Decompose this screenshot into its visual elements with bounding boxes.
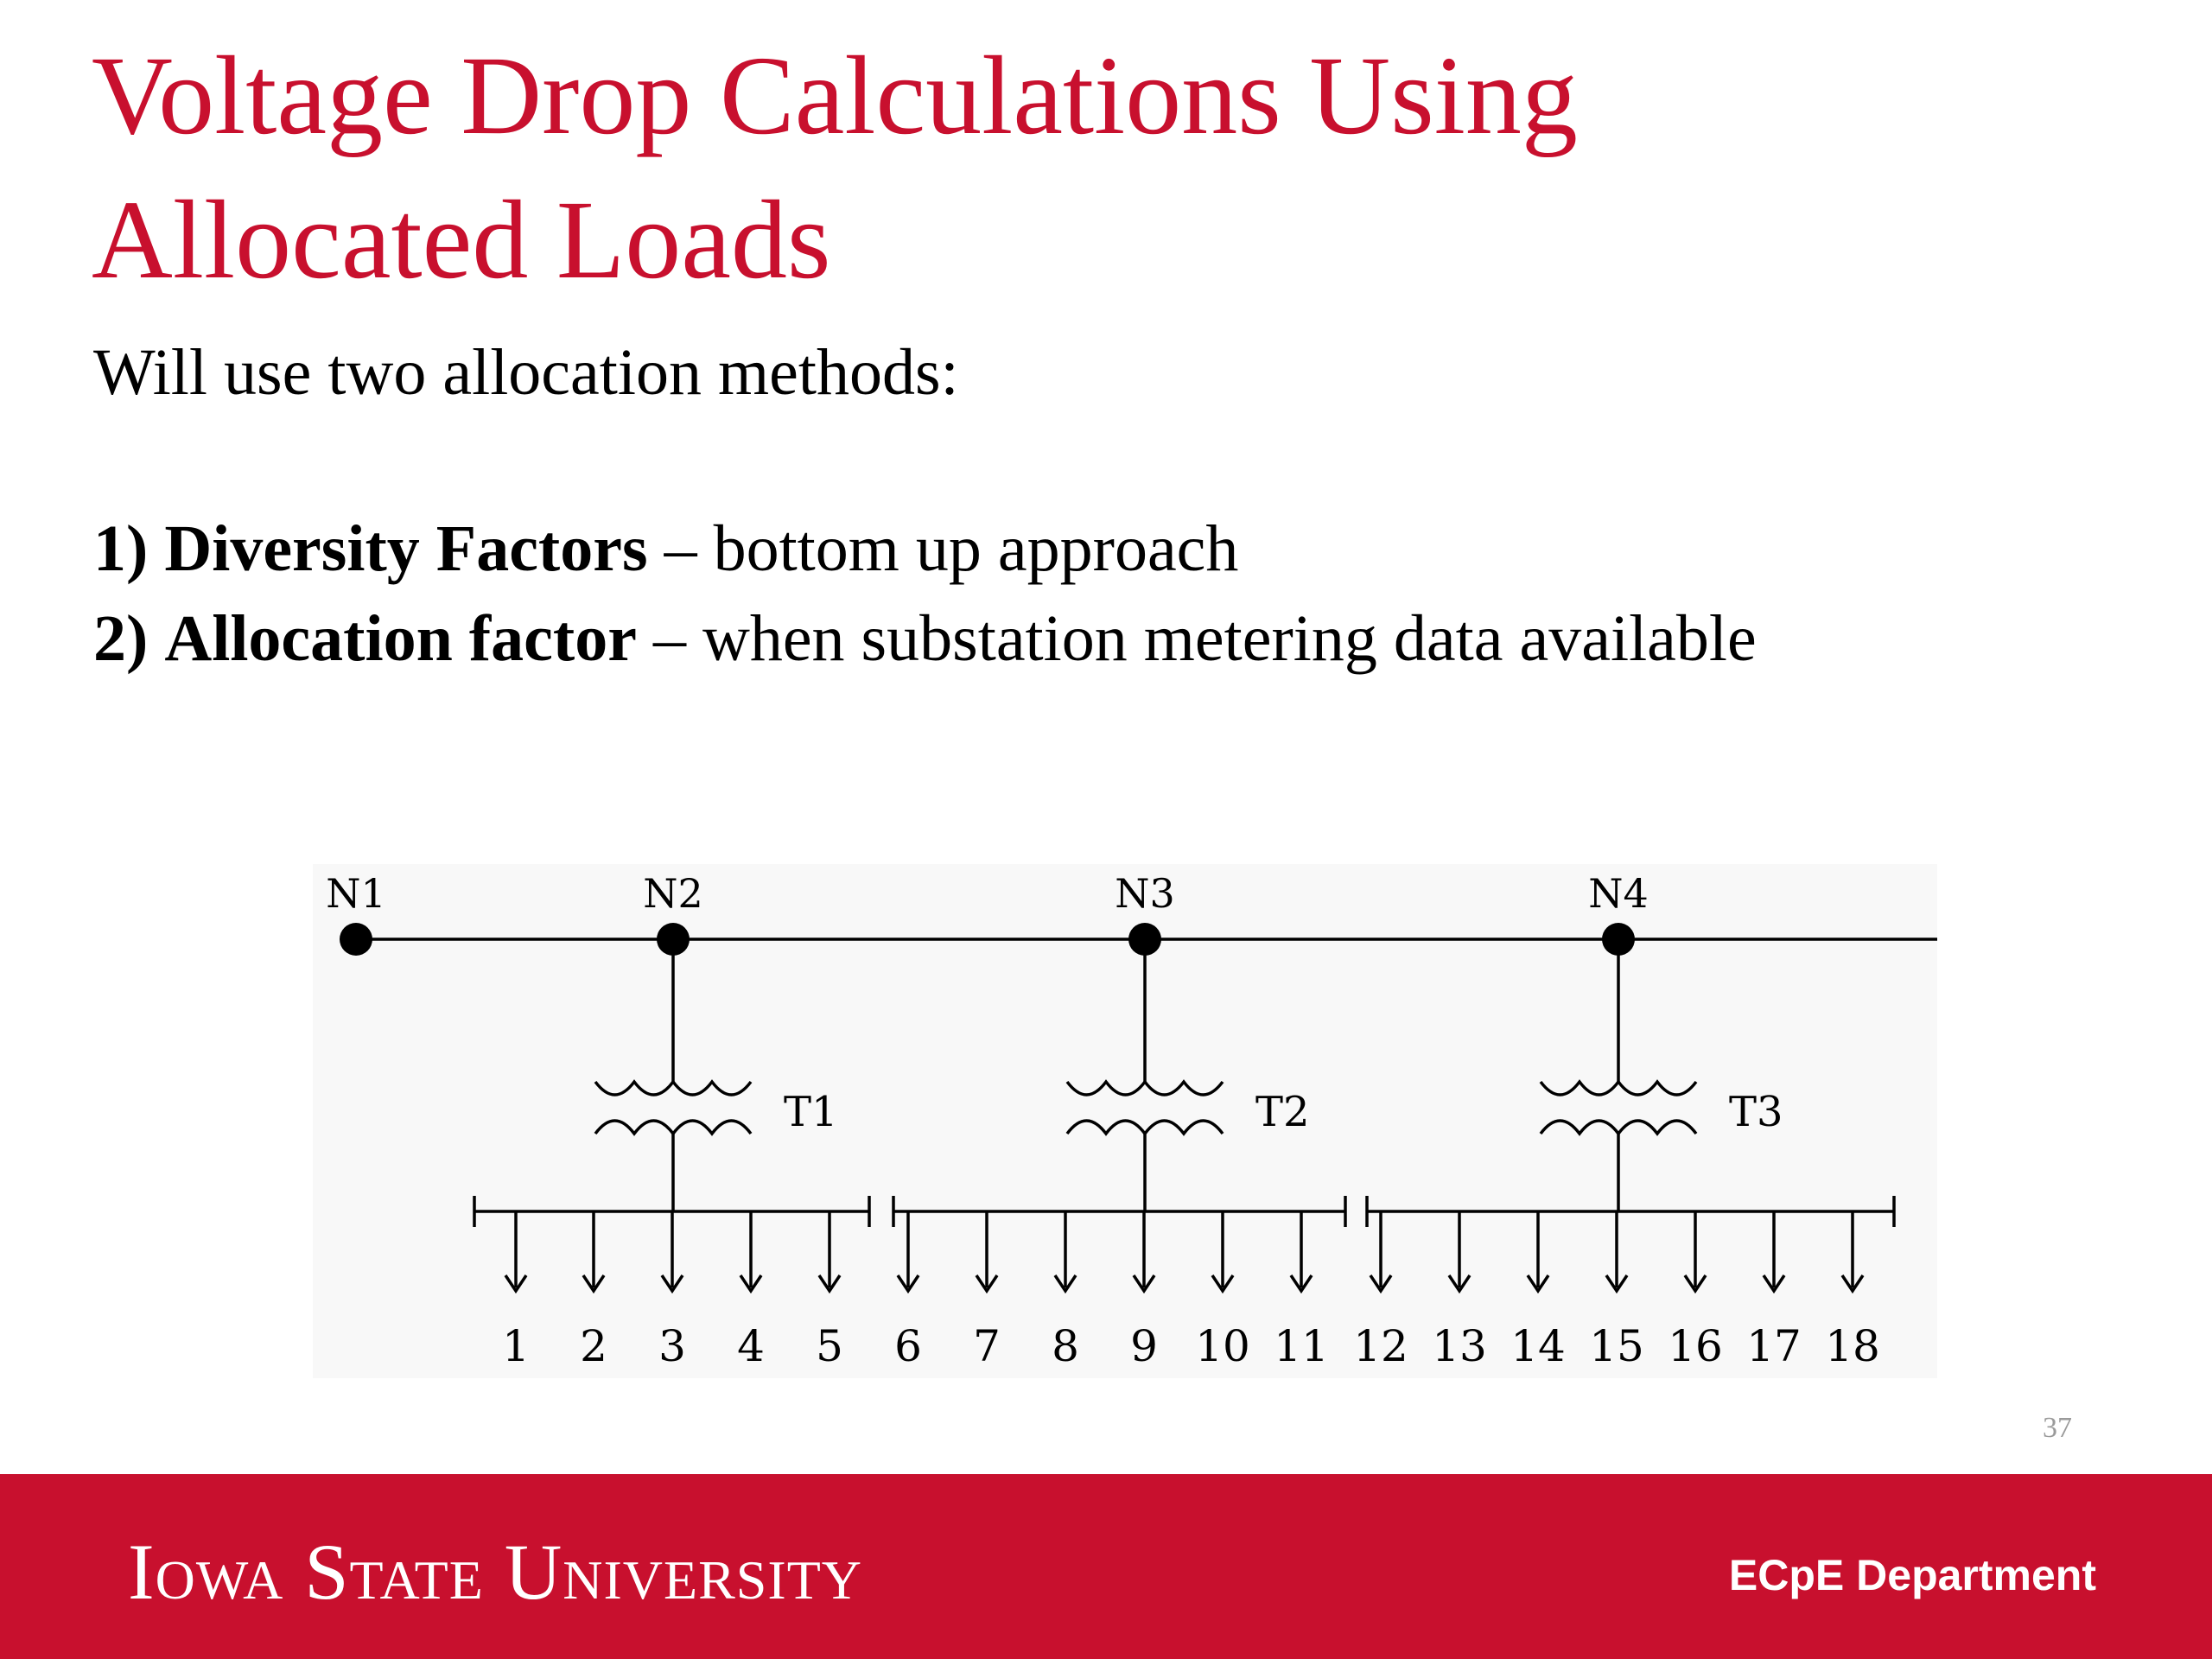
transformer-t2-secondary-coil (1067, 1121, 1223, 1134)
slide-title (92, 24, 2079, 313)
load-13-label: 13 (1432, 1321, 1487, 1371)
transformer-t3-primary-coil (1541, 1082, 1696, 1095)
slide-title-line-2: Allocated Loads (92, 178, 831, 302)
transformer-t1-label: T1 (784, 1088, 838, 1136)
load-6-label: 6 (894, 1321, 922, 1371)
load-9-label: 9 (1130, 1321, 1158, 1371)
load-12-label: 12 (1353, 1321, 1408, 1371)
load-1-label: 1 (502, 1321, 530, 1371)
load-7-label: 7 (973, 1321, 1001, 1371)
transformer-t1-secondary-coil (595, 1121, 751, 1134)
method-2-number: 2) (93, 602, 149, 675)
footer-bar (0, 1474, 2212, 1659)
transformer-t1-primary-coil (595, 1082, 751, 1095)
transformer-t2-primary-coil (1067, 1082, 1223, 1095)
method-1-number: 1) (93, 512, 149, 585)
load-10-label: 10 (1195, 1321, 1250, 1371)
method-2-description: – when substation metering data available (652, 602, 1757, 675)
load-18-label: 18 (1825, 1321, 1880, 1371)
method-1-description: – bottom up approach (664, 512, 1239, 585)
department-label: ECpE Department (1728, 1551, 2096, 1599)
load-15-label: 15 (1589, 1321, 1644, 1371)
transformer-t3-label: T3 (1729, 1088, 1783, 1136)
feeder-diagram-svg (313, 864, 1937, 1378)
node-n1-dot (340, 923, 372, 956)
load-5-label: 5 (816, 1321, 843, 1371)
intro-text: Will use two allocation methods: (93, 336, 959, 409)
transformer-t3-secondary-coil (1541, 1121, 1696, 1134)
load-4-label: 4 (737, 1321, 765, 1371)
node-n2-label: N2 (643, 870, 703, 917)
university-logo: Iowa State University (128, 1528, 863, 1616)
node-n4-label: N4 (1588, 870, 1649, 917)
slide-title-line-1: Voltage Drop Calculations Using (92, 34, 1578, 158)
load-16-label: 16 (1668, 1321, 1723, 1371)
transformer-t2-label: T2 (1255, 1088, 1310, 1136)
node-n3-label: N3 (1115, 870, 1175, 917)
page-number: 37 (2043, 1412, 2072, 1444)
load-8-label: 8 (1052, 1321, 1079, 1371)
load-14-label: 14 (1510, 1321, 1566, 1371)
load-11-label: 11 (1274, 1321, 1329, 1371)
load-2-label: 2 (580, 1321, 607, 1371)
method-item-1 (93, 512, 1239, 585)
load-17-label: 17 (1746, 1321, 1802, 1371)
method-2-term: Allocation factor (164, 602, 637, 675)
method-1-term: Diversity Factors (164, 512, 648, 585)
method-item-2 (93, 602, 1757, 675)
load-3-label: 3 (658, 1321, 686, 1371)
node-n1-label: N1 (326, 870, 386, 917)
feeder-diagram (313, 864, 1937, 1378)
